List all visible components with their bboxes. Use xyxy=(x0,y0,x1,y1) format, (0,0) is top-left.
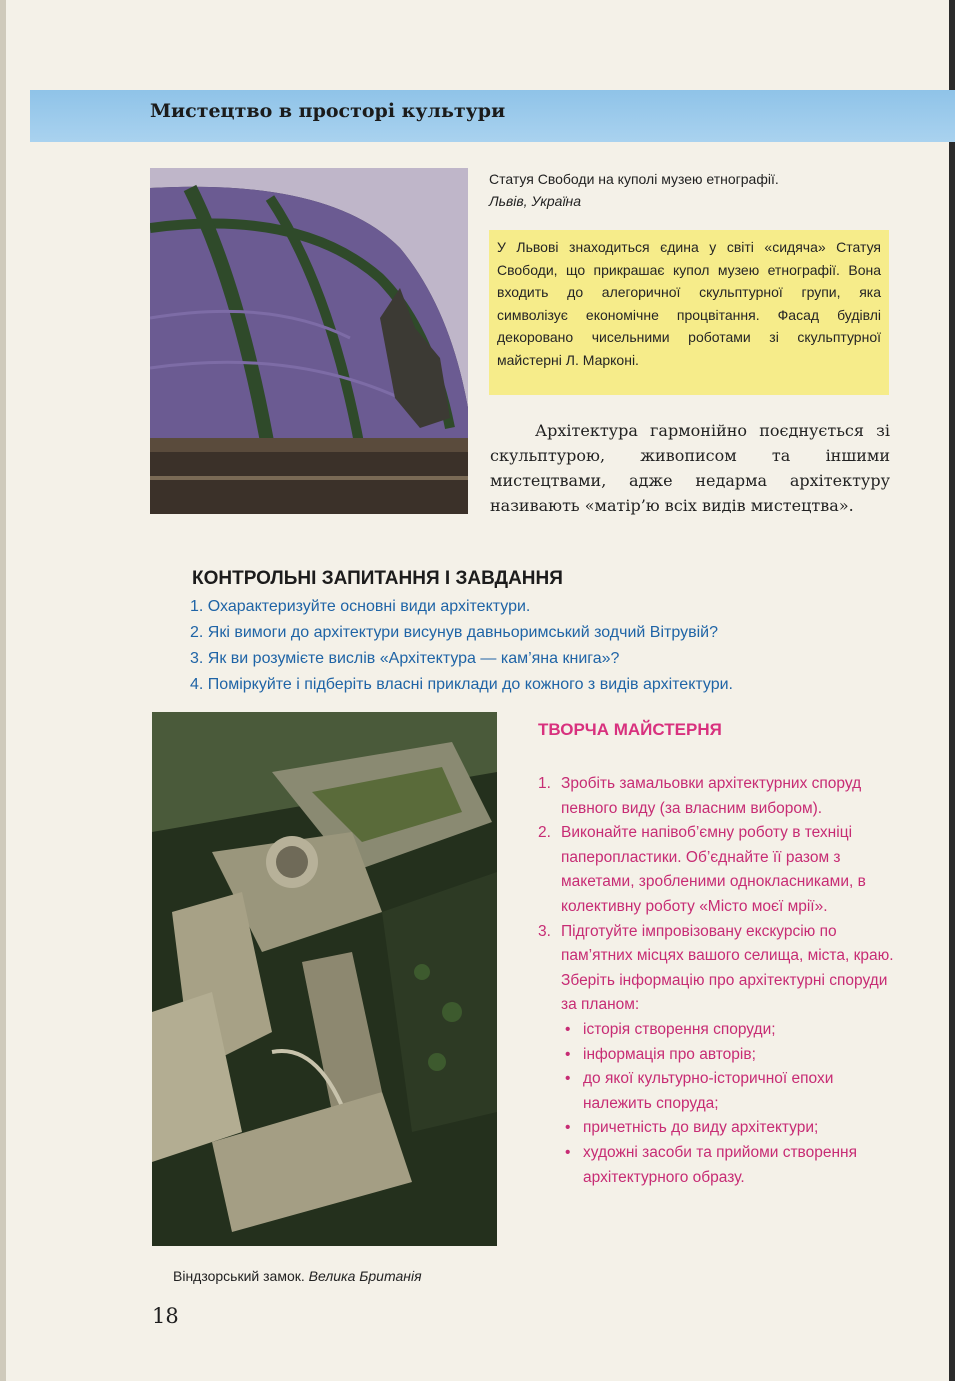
task-text: Підготуйте імпровізовану екскурсію по пам’ятних місцях вашого селища, міста, краю. Зберіть інформацію про архітектурні споруди за планом: xyxy=(561,922,894,1014)
task-bullet-item: • причетність до виду архітектури; xyxy=(561,1116,898,1141)
page-number: 18 xyxy=(152,1304,179,1328)
photo1-caption-location: Львів, Україна xyxy=(489,193,582,209)
task-bullet-item: • до якої культурно-історичної епохи належить споруда; xyxy=(561,1067,898,1116)
castle-illustration xyxy=(152,712,497,1246)
control-question-item: 2. Які вимоги до архітектури висунув давньоримський зодчий Вітрувій? xyxy=(190,624,718,641)
task-bullet-item: • історія створення споруди; xyxy=(561,1018,898,1043)
control-question-item: 3. Як ви розумієте вислів «Архітектура — кам’яна книга»? xyxy=(190,650,620,667)
task-number: 3. xyxy=(538,922,551,940)
task-number: 2. xyxy=(538,824,551,842)
bullet-icon: • xyxy=(565,1020,571,1038)
bullet-icon: • xyxy=(565,1070,571,1088)
photo2-caption xyxy=(173,1268,422,1284)
task-text: Зробіть замальовки архітектурних споруд певного виду (за власним вибором). xyxy=(561,775,862,817)
photo2-caption-title: Віндзорський замок. xyxy=(173,1268,305,1284)
page-header-title: Мистецтво в просторі культури xyxy=(150,100,506,122)
control-questions-heading: КОНТРОЛЬНІ ЗАПИТАННЯ І ЗАВДАННЯ xyxy=(192,568,563,589)
task-bullet-item: • інформація про авторів; xyxy=(561,1043,898,1068)
creative-workshop-heading: ТВОРЧА МАЙСТЕРНЯ xyxy=(538,720,722,739)
windsor-castle-photo xyxy=(152,712,497,1246)
control-question-item: 1. Охарактеризуйте основні види архітектури. xyxy=(190,598,531,615)
photo1-caption xyxy=(489,168,889,212)
task-text: Виконайте напівоб’ємну роботу в техніці паперопластики. Об’єднайте її разом з макетами, зробленими однокласниками, в колективну роботу «Місто моєї мрії». xyxy=(561,824,866,915)
control-questions-list xyxy=(190,594,890,698)
bullet-icon: • xyxy=(565,1045,571,1063)
bullet-icon: • xyxy=(565,1143,571,1161)
photo1-caption-title: Статуя Свободи на куполі музею етнографії. xyxy=(489,171,779,187)
info-box: У Львові знаходиться єдина у світі «сидяча» Статуя Свободи, що прикрашає купол музею етнографії. Вона входить до алегоричної скульптурної групи, яка символізує економічне процвітання. Фасад будівлі декоровано чисельними роботами зі скульптурної майстерні Л. Марконі. xyxy=(489,230,889,395)
bullet-icon: • xyxy=(565,1119,571,1137)
task-bullet-item: • художні засоби та прийоми створення архітектурного образу. xyxy=(561,1141,898,1190)
task-bullet-list xyxy=(561,1018,898,1190)
scan-edge-left xyxy=(0,0,6,1381)
creative-workshop-list xyxy=(538,772,898,1190)
statue-of-liberty-dome-photo xyxy=(150,168,468,514)
creative-task-item xyxy=(538,821,898,919)
creative-task-item xyxy=(538,772,898,821)
task-number: 1. xyxy=(538,775,551,792)
creative-task-item xyxy=(538,920,898,1191)
control-question-item: 4. Поміркуйте і підберіть власні приклади до кожного з видів архітектури. xyxy=(190,676,733,693)
scan-edge-right xyxy=(949,0,955,1381)
dome-illustration xyxy=(150,168,468,514)
main-paragraph: Архітектура гармонійно поєднується зі скульптурою, живописом та іншими мистецтвами, адже недарма архітектуру називають «матір’ю всіх видів мистецтва». xyxy=(490,421,890,515)
photo2-caption-location: Велика Британія xyxy=(308,1268,422,1284)
